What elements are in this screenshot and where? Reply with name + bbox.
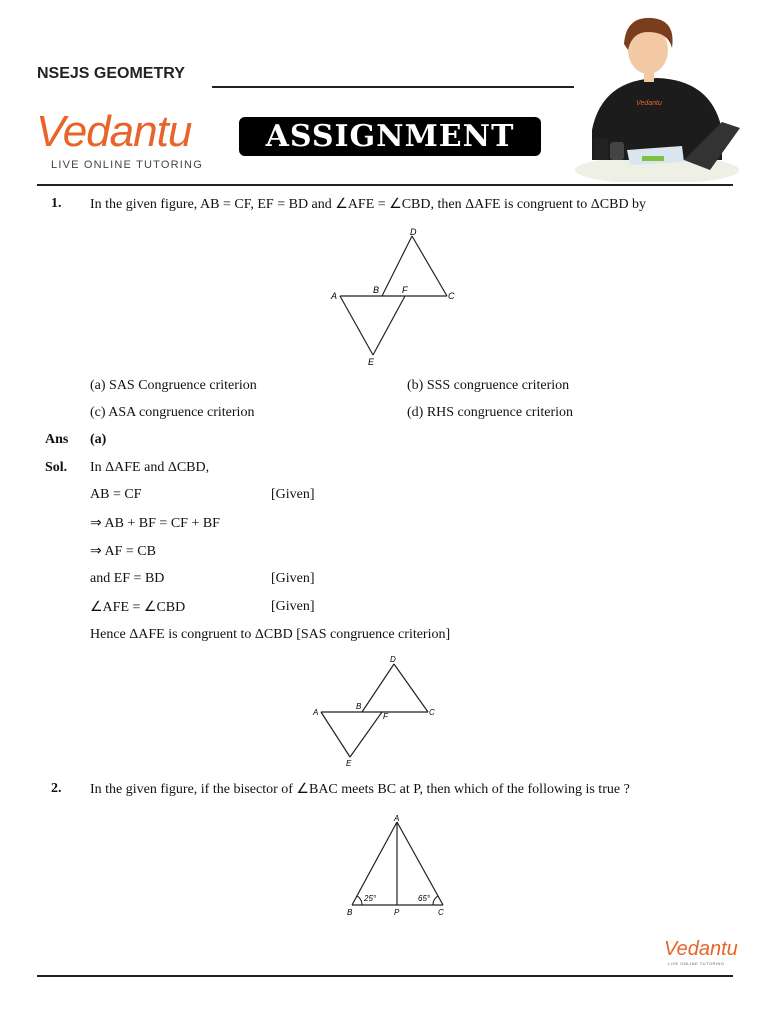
q1-figure bbox=[325, 222, 465, 372]
sol-line: ⇒ AF = CB bbox=[90, 544, 156, 559]
q2-angle-b: 25° bbox=[364, 894, 377, 903]
fig1-label-c: C bbox=[448, 291, 455, 301]
q2-text: In the given figure, if the bisector of ∠BAC meets BC at P, then which of the following is true ? bbox=[90, 782, 630, 797]
q1-option-c: (c) ASA congruence criterion bbox=[90, 405, 255, 420]
solution-figure bbox=[310, 652, 440, 772]
footer-separator bbox=[37, 975, 733, 977]
sol-line: and EF = BD bbox=[90, 571, 165, 586]
sol-given-note: [Given] bbox=[271, 599, 315, 614]
fig1-label-d: D bbox=[410, 227, 417, 237]
solution-label: Sol. bbox=[45, 460, 68, 475]
student-illustration bbox=[572, 10, 742, 182]
q1-number: 1. bbox=[51, 196, 62, 211]
answer-label: Ans bbox=[45, 432, 69, 447]
answer-value: (a) bbox=[90, 432, 107, 447]
fig2-label-a: A bbox=[313, 708, 319, 717]
q2-label-p: P bbox=[394, 908, 400, 917]
header-rule bbox=[212, 86, 574, 88]
q2-label-b: B bbox=[347, 908, 353, 917]
fig2-label-c: C bbox=[429, 708, 435, 717]
fig1-label-a: A bbox=[331, 291, 338, 301]
fig2-label-b: B bbox=[356, 702, 362, 711]
fig1-label-e: E bbox=[368, 357, 375, 367]
sol-line: ⇒ AB + BF = CF + BF bbox=[90, 516, 220, 531]
fig2-label-d: D bbox=[390, 655, 396, 664]
sol-given-note: [Given] bbox=[271, 487, 315, 502]
fig1-label-f: F bbox=[402, 285, 408, 295]
q2-angle-c: 65° bbox=[418, 894, 431, 903]
vedantu-logo: Vedantu bbox=[36, 107, 192, 156]
sol-line: ∠AFE = ∠CBD bbox=[90, 600, 186, 615]
assignment-badge: ASSIGNMENT bbox=[239, 117, 541, 156]
svg-text:Vedantu: Vedantu bbox=[636, 100, 662, 107]
q2-label-a: A bbox=[394, 814, 400, 823]
q2-number: 2. bbox=[51, 781, 62, 796]
logo-tagline: LIVE ONLINE TUTORING bbox=[51, 159, 203, 171]
sol-given-note: [Given] bbox=[271, 571, 315, 586]
fig1-label-b: B bbox=[373, 285, 380, 295]
fig2-label-e: E bbox=[346, 759, 352, 768]
subject-title: NSEJS GEOMETRY bbox=[37, 65, 185, 82]
sol-conclusion: Hence ΔAFE is congruent to ΔCBD [SAS congruence criterion] bbox=[90, 627, 451, 642]
sol-line: In ΔAFE and ΔCBD, bbox=[90, 460, 210, 475]
q1-option-b: (b) SSS congruence criterion bbox=[407, 378, 570, 393]
q2-label-c: C bbox=[438, 908, 444, 917]
q1-option-a: (a) SAS Congruence criterion bbox=[90, 378, 257, 393]
fig2-label-f: F bbox=[383, 712, 388, 721]
footer-logo: Vedantu bbox=[664, 938, 738, 960]
header-separator bbox=[37, 184, 733, 186]
sol-line: AB = CF bbox=[90, 487, 142, 502]
q2-figure bbox=[340, 812, 450, 922]
footer-tagline: LIVE ONLINE TUTORING bbox=[668, 961, 725, 966]
q1-option-d: (d) RHS congruence criterion bbox=[407, 405, 573, 420]
q1-text: In the given figure, AB = CF, EF = BD and ∠AFE = ∠CBD, then ΔAFE is congruent to ΔCBD by bbox=[90, 197, 647, 212]
